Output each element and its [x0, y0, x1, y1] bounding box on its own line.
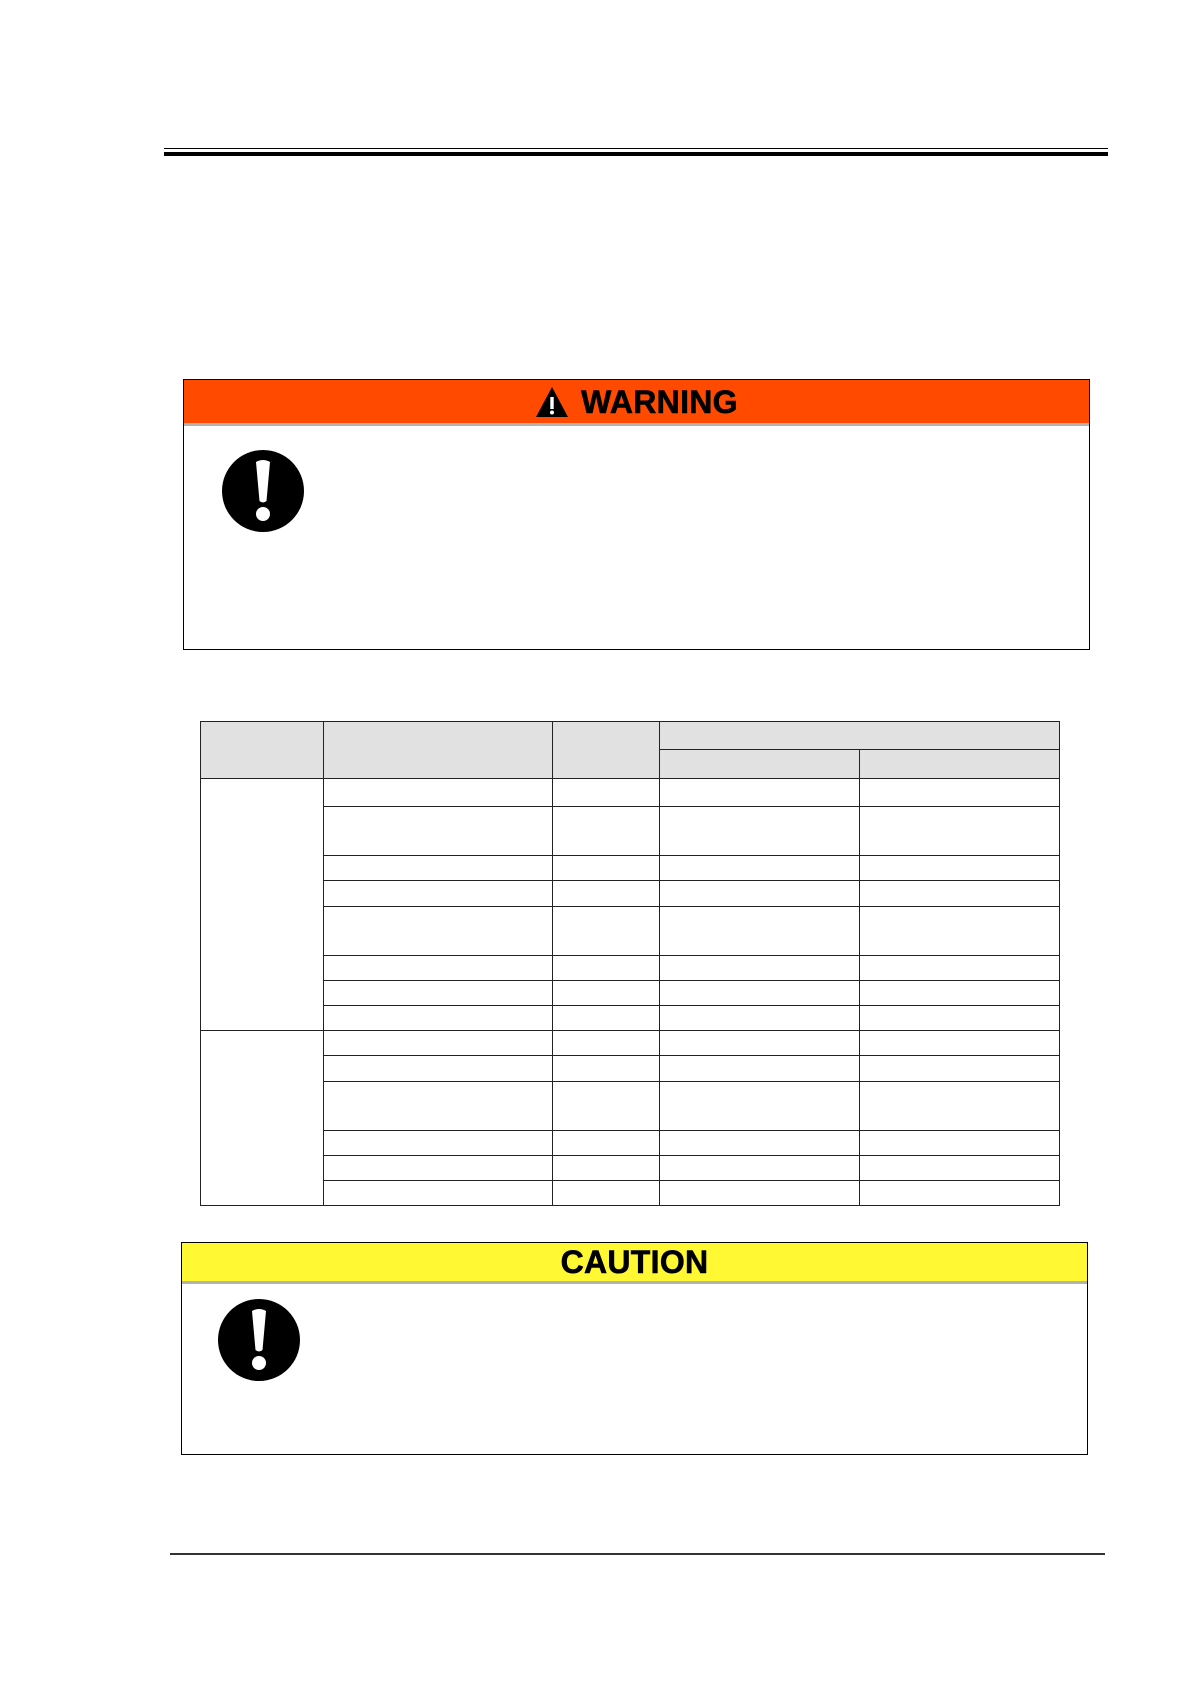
- table-cell: [660, 981, 860, 1006]
- table-header-cell: [660, 722, 1060, 750]
- table-cell: [660, 1131, 860, 1156]
- table-row: [201, 1006, 1060, 1031]
- table-header-cell: [860, 750, 1060, 779]
- table-cell: [660, 856, 860, 881]
- table-cell: [553, 1082, 660, 1131]
- caution-title: CAUTION: [560, 1244, 709, 1280]
- table-cell: [860, 981, 1060, 1006]
- table-group-cell: [201, 779, 324, 1031]
- table-cell: [553, 881, 660, 907]
- table-cell: [860, 1031, 1060, 1056]
- table-row: [201, 956, 1060, 981]
- table-cell: [660, 1181, 860, 1206]
- table-cell: [324, 1056, 553, 1082]
- table-row: [201, 1031, 1060, 1056]
- table-cell: [553, 856, 660, 881]
- table-row: [201, 1082, 1060, 1131]
- table-cell: [324, 1181, 553, 1206]
- table-cell: [553, 981, 660, 1006]
- table-cell: [860, 907, 1060, 956]
- table-row: [201, 779, 1060, 807]
- table-cell: [660, 956, 860, 981]
- warning-header: [184, 380, 1089, 426]
- table-cell: [860, 1181, 1060, 1206]
- table-cell: [324, 907, 553, 956]
- table-cell: [553, 1056, 660, 1082]
- table-cell: [860, 856, 1060, 881]
- table-cell: [553, 1031, 660, 1056]
- table-cell: [860, 1006, 1060, 1031]
- table-cell: [324, 807, 553, 856]
- table-cell: [660, 881, 860, 907]
- table-cell: [860, 1082, 1060, 1131]
- table-cell: [324, 1082, 553, 1131]
- table-cell: [324, 956, 553, 981]
- table-cell: [553, 1006, 660, 1031]
- table-header-cell: [660, 750, 860, 779]
- exclamation-circle-icon: [220, 448, 306, 534]
- table-cell: [660, 1006, 860, 1031]
- table-row: [201, 807, 1060, 856]
- table-header-cell: [201, 722, 324, 779]
- table-cell: [660, 1056, 860, 1082]
- table-cell: [660, 1082, 860, 1131]
- table-cell: [324, 1006, 553, 1031]
- table-row: [201, 856, 1060, 881]
- table-row: [201, 907, 1060, 956]
- table-cell: [660, 907, 860, 956]
- warning-triangle-icon: [535, 386, 569, 418]
- table-cell: [860, 1131, 1060, 1156]
- footer-rule: [170, 1553, 1105, 1555]
- table-cell: [324, 981, 553, 1006]
- warning-box: [183, 379, 1090, 650]
- table-header-cell: [553, 722, 660, 779]
- table-cell: [660, 1031, 860, 1056]
- table-header-cell: [324, 722, 553, 779]
- table-group-cell: [201, 1031, 324, 1206]
- table-cell: [660, 807, 860, 856]
- table-cell: [324, 779, 553, 807]
- table-cell: [860, 956, 1060, 981]
- table-cell: [660, 1156, 860, 1181]
- table-cell: [553, 907, 660, 956]
- table-cell: [860, 779, 1060, 807]
- table-cell: [553, 956, 660, 981]
- table-cell: [324, 1131, 553, 1156]
- table-cell: [324, 881, 553, 907]
- table-row: [201, 981, 1060, 1006]
- table-row: [201, 881, 1060, 907]
- table-header-row: [201, 722, 1060, 750]
- header-rule-thick: [164, 152, 1108, 156]
- table-cell: [553, 1181, 660, 1206]
- header-rule-thin: [164, 148, 1108, 149]
- table-row: [201, 1181, 1060, 1206]
- spec-table: [200, 721, 1060, 1206]
- table-cell: [860, 1156, 1060, 1181]
- table-cell: [553, 779, 660, 807]
- warning-title: WARNING: [581, 383, 738, 420]
- table-cell: [324, 1031, 553, 1056]
- table-cell: [860, 1056, 1060, 1082]
- table-row: [201, 1156, 1060, 1181]
- table-cell: [553, 1156, 660, 1181]
- table-cell: [324, 1156, 553, 1181]
- caution-box: [181, 1242, 1088, 1455]
- table-cell: [553, 1131, 660, 1156]
- table-row: [201, 1131, 1060, 1156]
- exclamation-circle-icon: [216, 1297, 302, 1383]
- table-cell: [660, 779, 860, 807]
- table-row: [201, 1056, 1060, 1082]
- table-cell: [860, 807, 1060, 856]
- table-cell: [860, 881, 1060, 907]
- table-cell: [553, 807, 660, 856]
- table-cell: [324, 856, 553, 881]
- caution-header: [182, 1243, 1087, 1284]
